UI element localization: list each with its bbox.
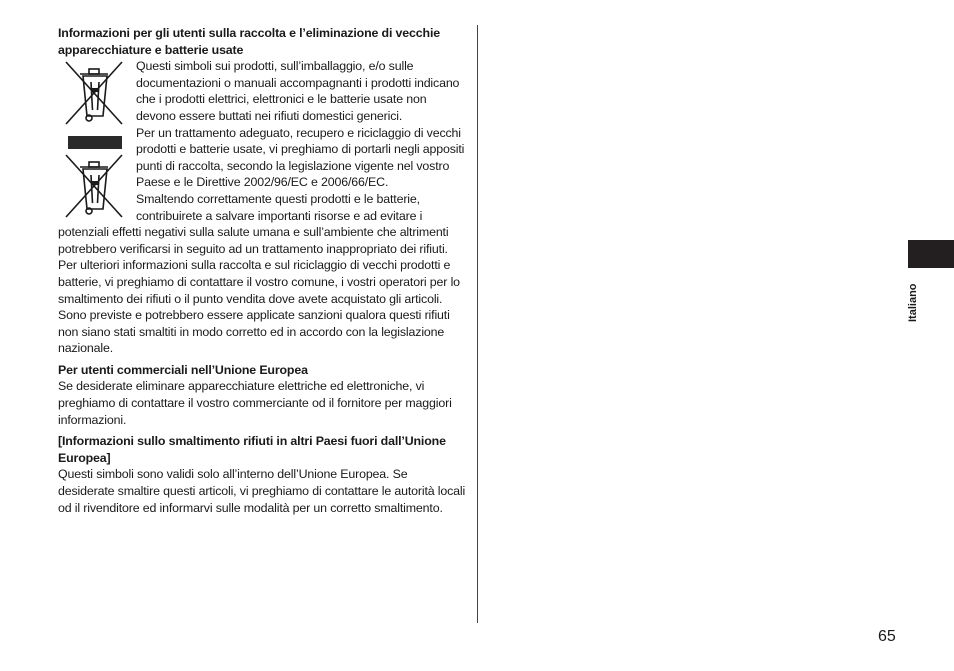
outside-eu-heading: [Informazioni sullo smaltimento rifiuti in altri Paesi fuori dall’Unione Europea] — [58, 434, 446, 465]
commercial-heading: Per utenti commerciali nell’Unione Europea — [58, 362, 308, 377]
paragraph-more-info: Per ulteriori informazioni sulla raccolta e sul riciclaggio di vecchi prodotti e batterie, vi preghiamo di contattare il vostro comune, i vostri operatori per lo smaltimento dei rifiuti o il punto vendita dove avete acquistato gli articoli. — [58, 258, 460, 306]
language-label: Italiano — [907, 283, 919, 322]
separator-bar — [68, 136, 122, 149]
language-tab — [908, 240, 954, 268]
page-number: 65 — [878, 628, 896, 645]
paragraph-disposal: Smaltendo correttamente questi prodotti e le batterie, contribuirete a salvare importanti risorse e ad evitare i potenziali effetti negativi sulla salute umana e sull’ambiente che altrimenti potrebbero verificarsi in seguito ad un trattamento inappropriato dei rifiuti. — [58, 191, 449, 256]
paragraph-sanctions: Sono previste e potrebbero essere applicate sanzioni qualora questi rifiuti non siano stati smaltiti in modo corretto ed in accordo con la legislazione nazionale. — [58, 308, 450, 356]
main-column — [58, 25, 466, 516]
column-divider — [477, 25, 478, 623]
commercial-text: Se desiderate eliminare apparecchiature elettriche ed elettroniche, vi preghiamo di contattare il vostro commerciante od il fornitore per maggiori informazioni. — [58, 379, 452, 427]
outside-eu-text: Questi simboli sono validi solo all’interno dell’Unione Europea. Se desiderate smaltire questi articoli, vi preghiamo di contattare le autorità locali od il rivenditore ed informarvi sulle modalità per un corretto smaltimento. — [58, 467, 466, 515]
section-title: Informazioni per gli utenti sulla raccolta e l’eliminazione di vecchie apparecchiature e batterie usate — [58, 26, 440, 57]
weee-symbols — [58, 58, 134, 223]
paragraph-symbols: Questi simboli sui prodotti, sull’imballaggio, e/o sulle documentazioni o manuali accompagnanti i prodotti indicano che i prodotti elettrici, elettronici e le batterie usate non devono essere buttati nei rifiuti domestici generici. — [136, 59, 460, 123]
paragraph-treatment: Per un trattamento adeguato, recupero e riciclaggio di vecchi prodotti e batterie usate, vi preghiamo di portarli negli appositi punti di raccolta, secondo la legislazione vigente nel vostro Paese e le Direttive 2002/96/EC e 2006/66/EC. — [136, 125, 465, 190]
crossed-bin-battery-icon — [58, 153, 128, 223]
crossed-bin-icon — [58, 58, 128, 128]
